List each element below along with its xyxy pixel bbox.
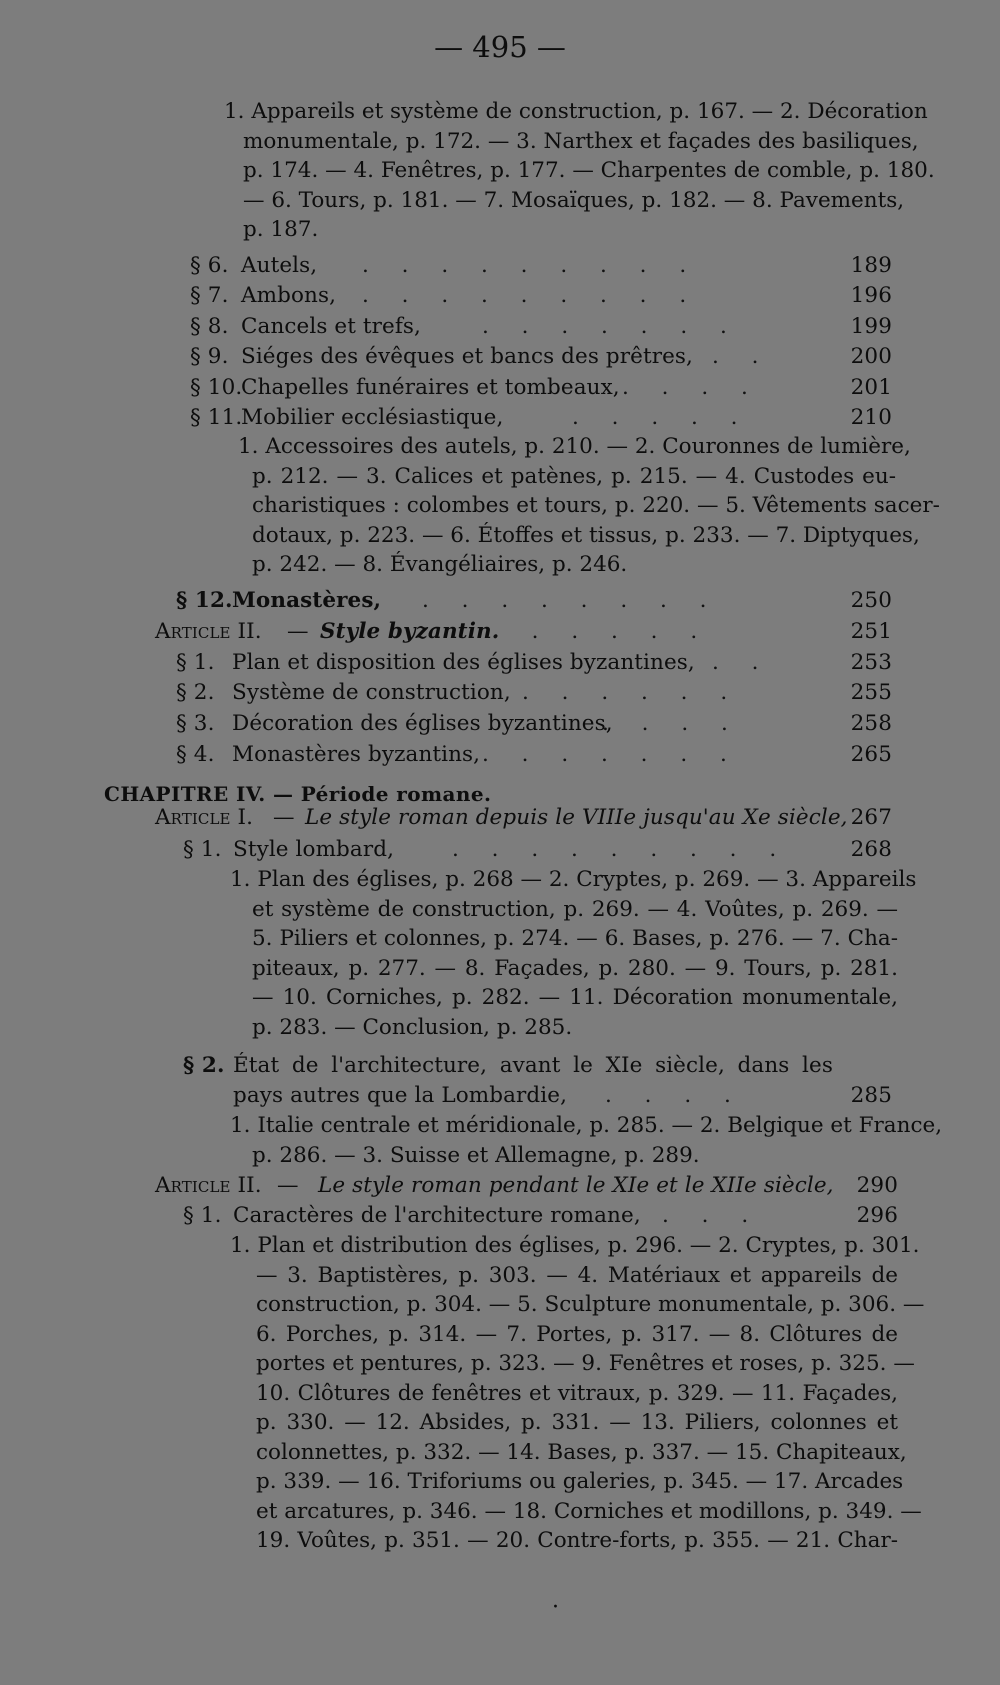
text-line: et système de construction, p. 269. — 4. Voûtes, p. 269. —: [252, 896, 898, 922]
entry-title: Chapelles funéraires et tombeaux,: [241, 375, 620, 400]
dot-leader: . . . . . .: [522, 680, 741, 705]
toc-entry: [190, 403, 892, 433]
entry-title: État de l'architecture, avant le XIe siècle, dans les: [233, 1053, 833, 1078]
page-ref: 253: [850, 650, 892, 675]
article-number: Article II.: [155, 1173, 262, 1198]
section-number: § 6.: [190, 253, 229, 278]
text-line: construction, p. 304. — 5. Sculpture monumentale, p. 306. —: [256, 1292, 925, 1317]
text-line: — 3. Baptistères, p. 303. — 4. Matériaux et appareils de: [256, 1262, 898, 1288]
entry-title: Ambons,: [241, 283, 337, 308]
article-title: Le style roman depuis le VIIIe jusqu'au Xe siècle,: [305, 805, 848, 830]
entry-title: Style lombard,: [233, 837, 395, 862]
toc-entry: [183, 1201, 898, 1231]
subsection-list: [238, 432, 940, 580]
entry-title: Siéges des évêques et bancs des prêtres,: [241, 344, 693, 369]
article-number: Article I.: [155, 805, 254, 830]
dot-leader: . . . . .: [572, 405, 751, 430]
toc-entry: [190, 312, 892, 342]
subsection-list: [224, 97, 935, 245]
subsection-list: [230, 1111, 943, 1170]
entry-title: Décoration des églises byzantines,: [232, 711, 613, 736]
page-ref: 285: [850, 1083, 892, 1108]
entry-title: Mobilier ecclésiastique,: [241, 405, 504, 430]
page-ref: 210: [850, 405, 892, 430]
text-line: 1. Plan des églises, p. 268 — 2. Cryptes, p. 269. — 3. Appareils: [230, 867, 917, 892]
entry-title: Plan et disposition des églises byzantines,: [232, 650, 695, 675]
dot-leader: . .: [712, 344, 772, 369]
text-line: 19. Voûtes, p. 351. — 20. Contre-forts, p. 355. — 21. Char-: [256, 1528, 898, 1553]
article-number: Article II.: [155, 619, 262, 644]
section-number: § 4.: [176, 742, 215, 767]
section-number: § 9.: [190, 344, 229, 369]
section-number: § 11.: [190, 405, 243, 430]
text-line: 1. Italie centrale et méridionale, p. 285. — 2. Belgique et France,: [230, 1113, 943, 1138]
text-line: p. 174. — 4. Fenêtres, p. 177. — Charpentes de comble, p. 180.: [243, 158, 935, 183]
text-line: p. 283. — Conclusion, p. 285.: [252, 1014, 573, 1040]
entry-title-continued: pays autres que la Lombardie,: [233, 1083, 568, 1108]
page-ref: 267: [850, 805, 892, 830]
text-line: p. 286. — 3. Suisse et Allemagne, p. 289.: [252, 1142, 700, 1168]
chapter-heading: CHAPITRE IV. — Période romane.: [104, 782, 492, 806]
page-ref: 258: [850, 711, 892, 736]
page-ref: 255: [850, 680, 892, 705]
text-line: 10. Clôtures de fenêtres et vitraux, p. 329. — 11. Façades,: [256, 1380, 898, 1406]
section-number: § 1.: [176, 650, 215, 675]
dot-leader: . . . . . . . . .: [452, 837, 790, 862]
page-ref: 265: [850, 742, 892, 767]
section-number: § 2.: [183, 1053, 225, 1078]
entry-title: Autels,: [241, 253, 318, 278]
toc-entry-continued: [233, 1081, 898, 1111]
page-ref: 268: [850, 837, 892, 862]
section-number: § 3.: [176, 711, 215, 736]
entry-title: Monastères byzantins,: [232, 742, 481, 767]
toc-entry: [190, 373, 892, 403]
section-number: § 10.: [190, 375, 243, 400]
subsection-list: [230, 1231, 925, 1556]
text-line: colonnettes, p. 332. — 14. Bases, p. 337. — 15. Chapiteaux,: [256, 1439, 907, 1465]
toc-entry: [176, 586, 892, 616]
page-ref: 296: [856, 1203, 898, 1228]
dot-leader: . . .: [662, 1203, 762, 1228]
toc-entry: [183, 1051, 898, 1081]
dot-leader: . . . . . . .: [482, 314, 740, 339]
text-line: monumentale, p. 172. — 3. Narthex et façades des basiliques,: [243, 128, 919, 154]
subsection-list: [230, 865, 917, 1042]
text-line: p. 242. — 8. Évangéliaires, p. 246.: [252, 552, 628, 577]
dot-leader: . . . . . . . . .: [362, 253, 700, 278]
section-number: § 8.: [190, 314, 229, 339]
page-ref: 196: [850, 283, 892, 308]
text-line: piteaux, p. 277. — 8. Façades, p. 280. — 9. Tours, p. 281.: [252, 955, 898, 981]
text-line: et arcatures, p. 346. — 18. Corniches et modillons, p. 349. —: [256, 1498, 922, 1524]
dash: —: [277, 1173, 299, 1198]
section-number: § 1.: [183, 1203, 222, 1228]
toc-entry: [183, 835, 892, 865]
toc-entry: [190, 251, 892, 281]
toc-entry: [176, 740, 892, 770]
article-heading: [155, 803, 892, 833]
text-line: charistiques : colombes et tours, p. 220. — 5. Vêtements sacer-: [252, 493, 940, 518]
toc-entry: [176, 709, 892, 739]
page-ref: 290: [856, 1173, 898, 1198]
dot-leader: . . . . . .: [492, 619, 711, 644]
text-line: p. 330. — 12. Absides, p. 331. — 13. Piliers, colonnes et: [256, 1410, 898, 1435]
page-ref: 201: [850, 375, 892, 400]
page-ref: 199: [850, 314, 892, 339]
scan-speck: ·: [552, 1595, 559, 1620]
text-line: dotaux, p. 223. — 6. Étoffes et tissus, p. 233. — 7. Diptyques,: [252, 522, 920, 548]
article-title: Le style roman pendant le XIe et le XIIe siècle,: [318, 1173, 834, 1198]
page-number: — 495 —: [434, 30, 566, 64]
text-line: 1. Plan et distribution des églises, p. 296. — 2. Cryptes, p. 301.: [230, 1233, 920, 1258]
text-line: p. 187.: [243, 217, 319, 242]
toc-entry: [190, 342, 892, 372]
dot-leader: . . . .: [602, 711, 741, 736]
section-number: § 12.: [176, 588, 233, 613]
dot-leader: . . . .: [605, 1083, 744, 1108]
entry-title: Monastères,: [232, 588, 382, 613]
article-heading: [155, 1171, 898, 1201]
dot-leader: . . . . . . . . .: [362, 283, 700, 308]
section-number: § 2.: [176, 680, 215, 705]
article-title: Style byzantin.: [320, 619, 500, 644]
text-line: — 10. Corniches, p. 282. — 11. Décoration monumentale,: [252, 985, 898, 1010]
toc-entry: [176, 648, 892, 678]
dash: —: [273, 805, 295, 830]
text-line: 1. Accessoires des autels, p. 210. — 2. Couronnes de lumière,: [238, 434, 911, 459]
page-ref: 251: [850, 619, 892, 644]
text-line: p. 212. — 3. Calices et patènes, p. 215. — 4. Custodes eu-: [252, 463, 896, 489]
page-ref: 250: [850, 588, 892, 613]
toc-entry: [176, 678, 892, 708]
dot-leader: . . . .: [622, 375, 761, 400]
text-line: 5. Piliers et colonnes, p. 274. — 6. Bases, p. 276. — 7. Cha-: [252, 926, 898, 951]
text-line: — 6. Tours, p. 181. — 7. Mosaïques, p. 182. — 8. Pavements,: [243, 187, 905, 213]
section-number: § 1.: [183, 837, 222, 862]
text-line: p. 339. — 16. Triforiums ou galeries, p. 345. — 17. Arcades: [256, 1469, 904, 1494]
text-line: 6. Porches, p. 314. — 7. Portes, p. 317. — 8. Clôtures de: [256, 1321, 898, 1347]
entry-title: Cancels et trefs,: [241, 314, 421, 339]
dot-leader: . . . . . . .: [482, 742, 740, 767]
toc-entry: [190, 281, 892, 311]
text-line: 1. Appareils et système de construction, p. 167. — 2. Décoration: [224, 99, 928, 124]
text-line: portes et pentures, p. 323. — 9. Fenêtres et roses, p. 325. —: [256, 1351, 915, 1376]
entry-title: Système de construction,: [232, 680, 511, 705]
dash: —: [287, 619, 309, 644]
article-heading: [155, 617, 892, 647]
dot-leader: . .: [712, 650, 772, 675]
page-ref: 200: [850, 344, 892, 369]
section-number: § 7.: [190, 283, 229, 308]
entry-title: Caractères de l'architecture romane,: [233, 1203, 641, 1228]
page-ref: 189: [850, 253, 892, 278]
dot-leader: . . . . . . . .: [422, 588, 720, 613]
